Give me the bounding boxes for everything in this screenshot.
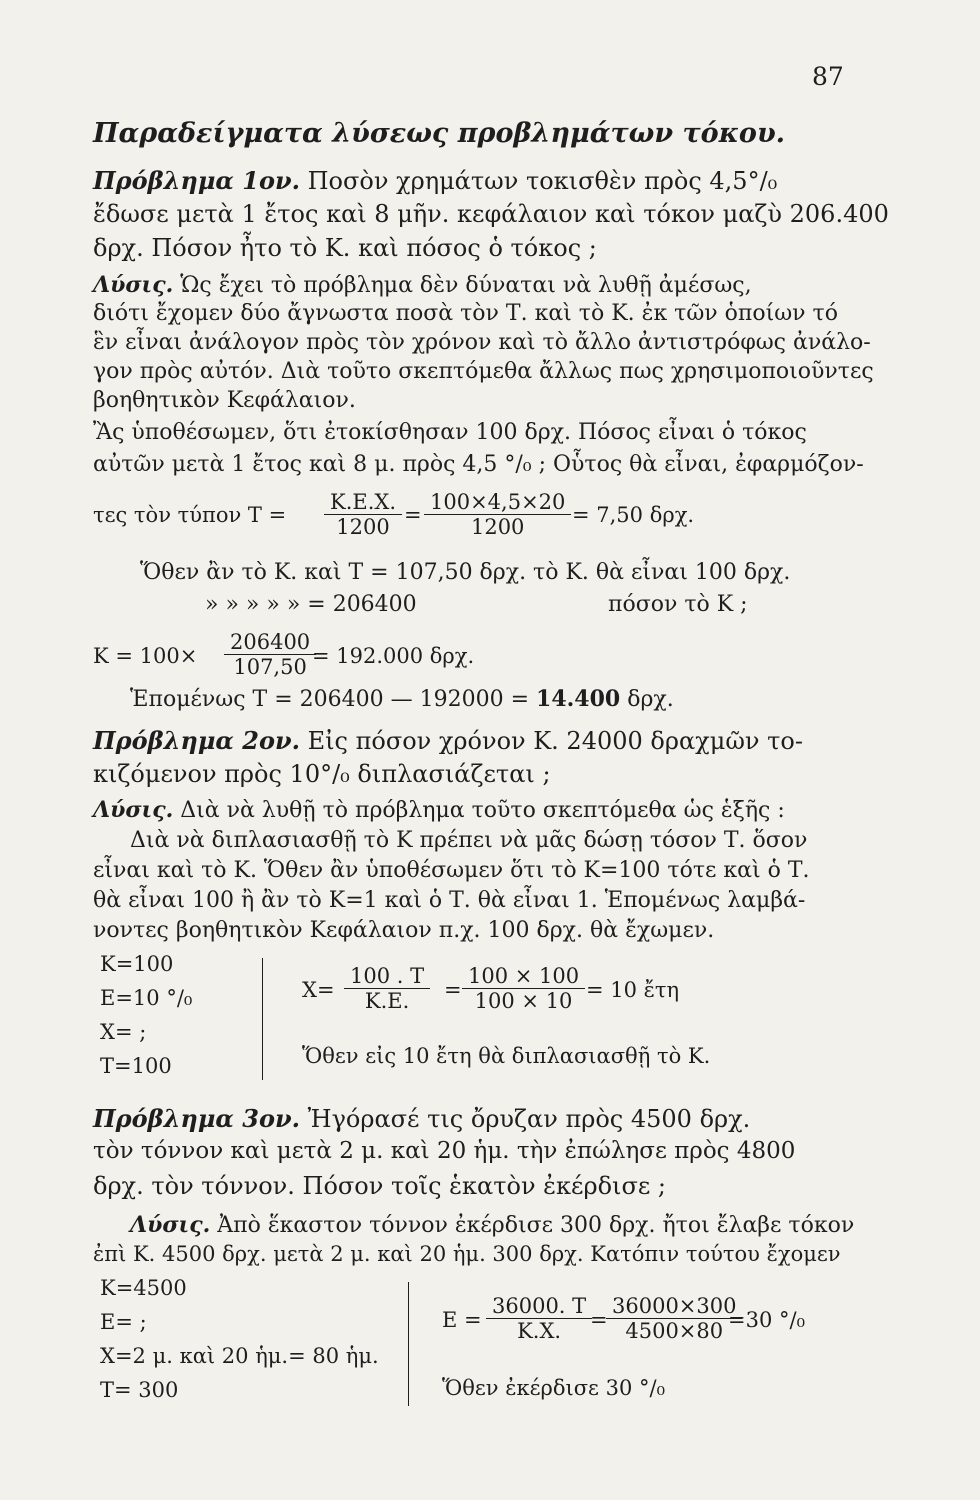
problem-2-solution-line: θὰ εἶναι 100 ἢ ἂν τὸ Κ=1 καὶ ὁ Τ. θὰ εἶναι 1. Ἑπομένως λαμβά- — [93, 888, 806, 913]
problem-1-solution-line: γον πρὸς αὐτόν. Διὰ τοῦτο σκεπτόμεθα ἄλλως πως χρησιμοποιοῦντες — [93, 359, 874, 384]
formula-3-equals: = — [590, 1308, 608, 1332]
formula-2-fraction-a: $\frac{100 . T}{K.E.}$ — [344, 964, 430, 1013]
problem-2-conclusion: Ὅθεν εἰς 10 ἔτη θὰ διπλασιασθῇ τὸ Κ. — [302, 1044, 711, 1068]
formula-1-result: = 7,50 δρχ. — [572, 503, 695, 527]
capital-result: = 192.000 δρχ. — [312, 644, 475, 668]
problem-1-question-line: δρχ. Πόσον ἦτο τὸ Κ. καὶ πόσος ὁ τόκος ; — [93, 234, 597, 262]
solution-label: Λύσις. — [130, 1212, 211, 1238]
given-capital: Κ=4500 — [100, 1276, 187, 1300]
problem-2-label: Πρόβλημα 2ον. — [93, 726, 300, 755]
formula-1-lead: τες τὸν τύπον Τ = — [93, 503, 287, 527]
interest-result-line: Ἑπομένως Τ = 206400 — 192000 = 14.400 δρχ. — [130, 686, 674, 712]
bracket-line — [262, 958, 263, 1080]
given-interest: Τ= 300 — [100, 1378, 179, 1402]
problem-2-solution-line: Διὰ νὰ διπλασιασθῇ τὸ Κ πρέπει νὰ μᾶς δώσῃ τόσον Τ. ὅσον — [130, 828, 808, 853]
solution-label: Λύσις. — [93, 272, 174, 298]
given-interest: Τ=100 — [100, 1054, 172, 1078]
proportion-line-2: » » » » » = 206400 — [205, 592, 417, 617]
problem-3-question-line: δρχ. τὸν τόννον. Πόσον τοῖς ἑκατὸν ἐκέρδισε ; — [93, 1172, 666, 1200]
formula-2-equals: = — [444, 978, 462, 1002]
problem-3-solution-line: Λύσις. Ἀπὸ ἕκαστον τόννον ἐκέρδισε 300 δρχ. ἤτοι ἔλαβε τόκον — [130, 1212, 855, 1238]
capital-formula-lead: Κ = 100× — [93, 644, 198, 668]
proportion-line-2-question: πόσον τὸ Κ ; — [608, 592, 748, 617]
problem-1-question-line: Πρόβλημα 1ον. Ποσὸν χρημάτων τοκισθὲν πρὸς 4,5°/₀ — [93, 166, 778, 195]
formula-2-lead: Χ= — [302, 978, 335, 1002]
formula-3-result: =30 °/₀ — [728, 1308, 805, 1332]
problem-2-question-line: κιζόμενον πρὸς 10°/₀ διπλασιάζεται ; — [93, 760, 551, 788]
problem-1-solution-line: ἓν εἶναι ἀνάλογον πρὸς τὸν χρόνον καὶ τὸ ἄλλο ἀντιστρόφως ἀνάλο- — [93, 330, 871, 355]
bracket-line — [408, 1282, 409, 1406]
given-time: Χ=2 μ. καὶ 20 ἡμ.= 80 ἡμ. — [100, 1344, 379, 1368]
formula-3-fraction-b: $\frac{36000\times 300}{4500\times 80}$ — [606, 1294, 742, 1343]
problem-2-solution-line: Λύσις. Διὰ νὰ λυθῇ τὸ πρόβλημα τοῦτο σκεπτόμεθα ὡς ἑξῆς : — [93, 797, 785, 823]
capital-fraction: $\frac{206400}{107,50}$ — [224, 630, 316, 679]
proportion-line-1: Ὅθεν ἂν τὸ Κ. καὶ Τ = 107,50 δρχ. τὸ Κ. θὰ εἶναι 100 δρχ. — [140, 560, 791, 585]
formula-2-result: = 10 ἔτη — [586, 978, 680, 1002]
problem-1-question-line: ἔδωσε μετὰ 1 ἔτος καὶ 8 μῆν. κεφάλαιον καὶ τόκον μαζὺ 206.400 — [93, 200, 889, 228]
problem-3-label: Πρόβλημα 3ον. — [93, 1104, 300, 1133]
formula-1-fraction-a: $\frac{K.E.X.}{1200}$ — [324, 490, 402, 539]
problem-1-solution-line: βοηθητικὸν Κεφάλαιον. — [93, 388, 356, 413]
problem-3-question-line: Πρόβλημα 3ον. Ἠγόρασέ τις ὄρυζαν πρὸς 4500 δρχ. — [93, 1104, 751, 1133]
problem-1-solution-line: Λύσις. Ὡς ἔχει τὸ πρόβλημα δὲν δύναται νὰ λυθῇ ἀμέσως, — [93, 272, 752, 298]
problem-3-solution-line: ἐπὶ Κ. 4500 δρχ. μετὰ 2 μ. καὶ 20 ἡμ. 300 δρχ. Κατόπιν τούτου ἔχομεν — [93, 1242, 841, 1266]
formula-1-fraction-b: $\frac{100\times 4,5\times 20}{1200}$ — [424, 490, 571, 539]
problem-2-solution-line: εἶναι καὶ τὸ Κ. Ὅθεν ἂν ὑποθέσωμεν ὅτι τὸ Κ=100 τότε καὶ ὁ Τ. — [93, 858, 810, 883]
formula-3-lead: Ε = — [442, 1308, 482, 1332]
problem-3-question-line: τὸν τόννον καὶ μετὰ 2 μ. καὶ 20 ἡμ. τὴν ἐπώλησε πρὸς 4800 — [93, 1138, 796, 1164]
formula-1-equals: = — [404, 503, 422, 527]
given-capital: Κ=100 — [100, 952, 174, 976]
problem-1-solution-line: Ἂς ὑποθέσωμεν, ὅτι ἐτοκίσθησαν 100 δρχ. Πόσος εἶναι ὁ τόκος — [93, 420, 807, 445]
given-time: Χ= ; — [100, 1020, 147, 1044]
page-number: 87 — [812, 62, 844, 91]
problem-2-solution-line: νοντες βοηθητικὸν Κεφάλαιον π.χ. 100 δρχ. θὰ ἔχωμεν. — [93, 918, 715, 943]
problem-1-label: Πρόβλημα 1ον. — [93, 166, 300, 195]
problem-2-question-line: Πρόβλημα 2ον. Εἰς πόσον χρόνον Κ. 24000 δραχμῶν το- — [93, 726, 803, 755]
section-heading: Παραδείγματα λύσεως προβλημάτων τόκου. — [93, 118, 786, 149]
problem-1-solution-line: διότι ἔχομεν δύο ἄγνωστα ποσὰ τὸν Τ. καὶ τὸ Κ. ἐκ τῶν ὁποίων τό — [93, 301, 838, 326]
formula-3-fraction-a: $\frac{36000. T}{K.X.}$ — [486, 1294, 592, 1343]
problem-1-solution-line: αὐτῶν μετὰ 1 ἔτος καὶ 8 μ. πρὸς 4,5 °/₀ ; Οὗτος θὰ εἶναι, ἐφαρμόζον- — [93, 452, 864, 477]
problem-3-conclusion: Ὅθεν ἐκέρδισε 30 °/₀ — [442, 1376, 665, 1400]
solution-label: Λύσις. — [93, 797, 174, 823]
given-rate: Ε=10 °/₀ — [100, 986, 193, 1010]
formula-2-fraction-b: $\frac{100 \times 100}{100 \times 10}$ — [462, 964, 585, 1013]
given-rate: Ε= ; — [100, 1310, 147, 1334]
